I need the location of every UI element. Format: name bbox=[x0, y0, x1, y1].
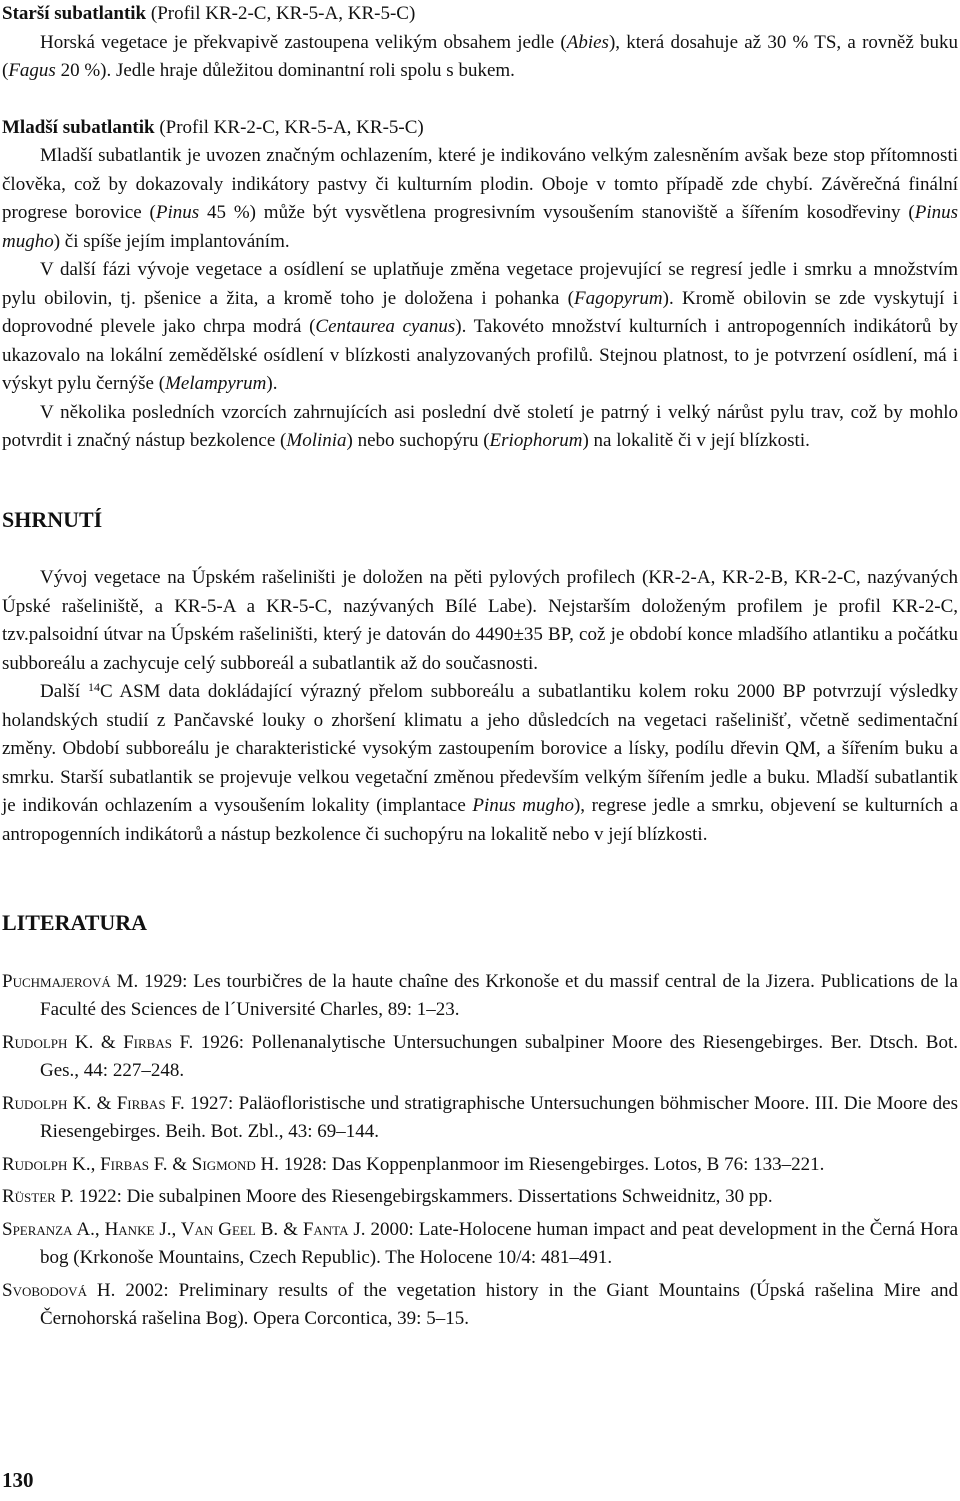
starsi-subatlantik-heading bbox=[2, 0, 958, 29]
reference-item bbox=[2, 1090, 958, 1147]
reference-text: 1926: Pollenanalytische Untersuchungen subalpiner Moore des Riesengebirges. Ber. Dtsch. Bot. Ges., 44: 227–248. bbox=[40, 1031, 958, 1081]
reference-text: 2002: Preliminary results of the vegetation history in the Giant Mountains (Úpská rašelina Mire and Černohorská rašelina Bog). Opera Corcontica, 39: 5–15. bbox=[40, 1279, 959, 1329]
text-run: ) nebo suchopýru ( bbox=[346, 430, 490, 451]
reference-authors: Puchmajerová M. bbox=[2, 970, 139, 992]
reference-authors: Rüster P. bbox=[2, 1186, 74, 1207]
text-run: ) na lokalitě či v její blízkosti. bbox=[582, 430, 810, 451]
reference-item bbox=[2, 968, 958, 1025]
mladsi-subatlantik-profiles: (Profil KR-2-C, KR-5-A, KR-5-C) bbox=[154, 116, 424, 138]
text-run: ). Kromě obilovin se zde vyskytují i doprovodné plevele jako chrpa modrá ( bbox=[2, 287, 958, 337]
mladsi-subatlantik-heading bbox=[2, 114, 958, 143]
taxon-name: Molinia bbox=[286, 430, 347, 451]
taxon-name: Eriophorum bbox=[489, 430, 583, 451]
reference-authors: Rudolph K. & Firbas F. bbox=[2, 1092, 185, 1114]
reference-item bbox=[2, 1029, 958, 1086]
reference-authors: Rudolph K., Firbas F. & Sigmond H. bbox=[2, 1153, 280, 1175]
text-run: Další bbox=[40, 681, 88, 702]
taxon-name: Fagopyrum bbox=[574, 287, 663, 309]
text-run: Mladší subatlantik je uvozen značným ochlazením, které je indikováno velkým zalesněním avšak beze stop přítomnosti člověka, což by dokazovaly indikátory pastvy či kulturním plodin. Oboje v tomto případě zde chybí. Závěrečná finální progrese borovice ( bbox=[2, 145, 958, 223]
reference-text: 2000: Late-Holocene human impact and peat development in the Černá Hora bog (Krkonoše Mountains, Czech Republic). The Holocene 10/4: 481–491. bbox=[40, 1218, 958, 1268]
text-run: C ASM data dokládající výrazný přelom subboreálu a subatlantiku kolem roku 2000 BP potvrzují výsledky holandských studií z Pančavské louky o zhoršení klimatu a jeho důsledcích na vegetaci rašelinišť, včetně sedimentační změny. Období subboreálu je charakteristické vysokým zastoupením borovice a lísky, podílu dřevin QM, a šířením buku a smrku. Starší subatlantik se projevuje velkou vegetační změnou především velkým šířením jedle a buku. Mladší subatlantik je indikován ochlazením a vysoušením lokality (implantace bbox=[2, 681, 959, 816]
text-run: V několika posledních vzorcích zahrnujících asi poslední dvě století je patrný i velký nárůst pylu trav, což by mohlo potvrdit i značný nástup bezkolence ( bbox=[2, 401, 958, 451]
souhrn-paragraph-2 bbox=[2, 678, 958, 849]
text-run: 20 %). Jedle hraje důležitou dominantní roli spolu s bukem. bbox=[55, 60, 515, 81]
taxon-name: Pinus mugho bbox=[472, 795, 574, 816]
reference-text: 1922: Die subalpinen Moore des Riesengebirgskammers. Dissertations Schweidnitz, 30 pp. bbox=[73, 1186, 773, 1207]
reference-text: 1927: Paläofloristische und stratigraphische Untersuchungen böhmischer Moore. III. Die Moore des Riesengebirges. Beih. Bot. Zbl., 43: 69–144. bbox=[40, 1092, 958, 1142]
reference-text: 1929: Les tourbičres de la haute chaîne des Krkonoše et du massif central de la Jizera. Publications de la Faculté des Sciences de l´Université Charles, 89: 1–23. bbox=[40, 970, 958, 1020]
mladsi-subatlantik-paragraph-2 bbox=[2, 256, 958, 399]
isotope-superscript: 14 bbox=[87, 680, 100, 694]
starsi-subatlantik-paragraph bbox=[2, 29, 958, 86]
page-number: 130 bbox=[2, 1468, 34, 1492]
text-run: Horská vegetace je překvapivě zastoupena velikým obsahem jedle ( bbox=[40, 31, 567, 53]
starsi-subatlantik-profiles: (Profil KR-2-C, KR-5-A, KR-5-C) bbox=[146, 3, 416, 24]
mladsi-subatlantik-paragraph-1 bbox=[2, 142, 958, 256]
taxon-name: Abies bbox=[566, 31, 609, 53]
text-run: ), regrese jedle a smrku, objevení se kulturních a antropogenních indikátorů a nástup bezkolence či suchopýru na lokalitě nebo v její blízkosti. bbox=[2, 795, 958, 845]
souhrn-paragraph-1: Vývoj vegetace na Úpském rašeliništi je doložen na pěti pylových profilech (KR-2-A, KR-2-B, KR-2-C, nazývaných Úpské rašeliniště, a KR-5-A a KR-5-C, nazývaných Bílé Labe). Nejstarším doloženým profilem je profil KR-2-C, tzv.palsoidní útvar na Úpském rašeliništi, který je datován do 4490±35 BP, což je období konce mladšího atlantiku a počátku subboreálu a zachycuje celý subboreál a subatlantik až do současnosti. bbox=[2, 567, 958, 674]
reference-authors: Speranza A., Hanke J., Van Geel B. & Fanta J. bbox=[2, 1218, 366, 1240]
reference-item bbox=[2, 1183, 958, 1212]
reference-list bbox=[2, 968, 958, 1334]
text-run: ) či spíše jejím implantováním. bbox=[53, 230, 290, 252]
taxon-name: Melampyrum bbox=[165, 373, 267, 394]
taxon-name: Pinus mugho bbox=[2, 202, 958, 252]
reference-item bbox=[2, 1151, 958, 1180]
text-run: ), která dosahuje až 30 % TS, a rovněž buku ( bbox=[2, 31, 958, 81]
section-title-souhrn: SHRNUTÍ bbox=[2, 506, 103, 532]
reference-item bbox=[2, 1216, 958, 1273]
taxon-name: Centaurea cyanus bbox=[315, 316, 456, 337]
text-run: ). Takovéto množství kulturních i antropogenních indikátorů by ukazovalo na lokální zemědělské osídlení v blízkosti analyzovaných profilů. Stejnou platnost, to je potvrzení osídlení, má i výskyt pylu černýše ( bbox=[2, 316, 958, 394]
reference-text: 1928: Das Koppenplanmoor im Riesengebirges. Lotos, B 76: 133–221. bbox=[279, 1153, 825, 1175]
taxon-name: Pinus bbox=[155, 202, 200, 223]
starsi-subatlantik-title: Starší subatlantik bbox=[2, 3, 147, 24]
text-run: 45 %) může být vysvětlena progresivním vysoušením stanoviště a šířením kosodřeviny ( bbox=[199, 202, 915, 223]
mladsi-subatlantik-paragraph-3 bbox=[2, 399, 958, 456]
taxon-name: Fagus bbox=[8, 60, 56, 81]
reference-authors: Rudolph K. & Firbas F. bbox=[2, 1031, 194, 1053]
mladsi-subatlantik-title: Mladší subatlantik bbox=[2, 116, 155, 138]
reference-item bbox=[2, 1277, 958, 1334]
section-title-literatura: LITERATURA bbox=[2, 910, 148, 935]
reference-authors: Svobodová H. bbox=[2, 1279, 116, 1301]
text-run: ). bbox=[266, 373, 278, 394]
text-run: V další fázi vývoje vegetace a osídlení se uplatňuje změna vegetace projevující se regresí jedle i smrku a množstvím pylu obilovin, tj. pšenice a žita, a kromě toho je doložena i pohanka ( bbox=[2, 259, 958, 309]
